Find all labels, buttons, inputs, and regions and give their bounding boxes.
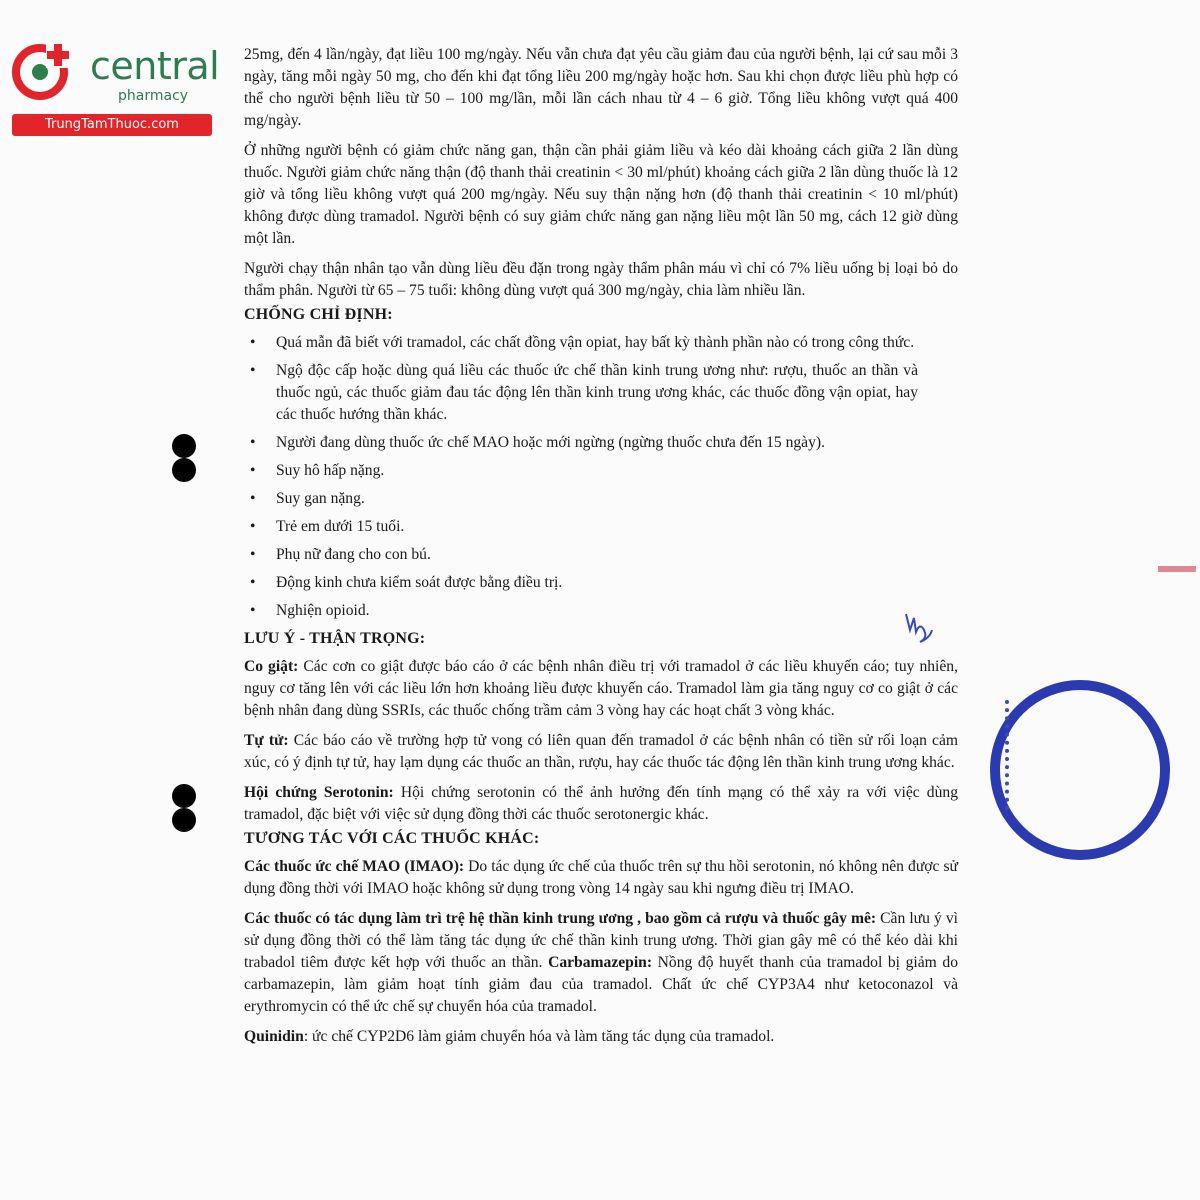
red-ink-mark	[1158, 566, 1196, 572]
list-item: • Trẻ em dưới 15 tuổi.	[276, 516, 958, 538]
contraindications-list	[244, 332, 958, 622]
interaction-term: Carbamazepin:	[548, 954, 653, 971]
precaution-term: Hội chứng Serotonin:	[244, 784, 394, 801]
interaction-cns-carbamazepin	[244, 908, 958, 1018]
precautions-heading: LƯU Ý - THẬN TRỌNG:	[244, 630, 426, 647]
punch-hole-dot	[172, 434, 196, 458]
document-body	[244, 44, 958, 1056]
precaution-serotonin	[244, 782, 958, 826]
list-item: • Suy hô hấp nặng.	[276, 460, 958, 482]
precaution-text: Các cơn co giật được báo cáo ở các bệnh nhân điều trị với tramadol ở các liều khuyến cáo; tuy nhiên, nguy cơ tăng lên với các liều lớn hơn khoảng liều được khuyến cáo. Tramadol làm gia tăng nguy cơ co giật ở các bệnh nhân đang dùng SSRIs, các thuốc chống trầm cảm 3 vòng hay các hoạt chất 3 vòng khác.	[244, 658, 958, 719]
interaction-quinidin	[244, 1026, 958, 1048]
interaction-imao	[244, 856, 958, 900]
punch-hole-top	[172, 434, 198, 482]
list-item: • Động kinh chưa kiểm soát được bằng điều trị.	[276, 572, 958, 594]
precaution-seizures	[244, 656, 958, 722]
interaction-text: : ức chế CYP2D6 làm giảm chuyển hóa và làm tăng tác dụng của tramadol.	[303, 1028, 775, 1045]
interaction-text: Cần lưu ý vì sử dụng đồng thời có thể làm tăng tác dụng ức chế thần kinh trung ương. Thời gian gây mê có thể kéo dài khi trabadol tiêm được kết hợp với thuốc an thần.	[244, 910, 958, 971]
list-item: • Quá mẫn đã biết với tramadol, các chất đồng vận opiat, hay bất kỳ thành phần nào có trong công thức.	[276, 332, 958, 354]
punch-hole-bottom	[172, 784, 198, 832]
official-stamp-text-ring	[1005, 700, 1049, 810]
dosage-paragraph-1: 25mg, đến 4 lần/ngày, đạt liều 100 mg/ngày. Nếu vẫn chưa đạt yêu cầu giảm đau của người bệnh, lại cứ sau mỗi 3 ngày, tăng mỗi ngày 50 mg, cho đến khi đạt tổng liều 200 mg/ngày hoặc hơn. Sau khi chọn được liều phù hợp có thể cho người bệnh liều từ 50 – 100 mg/lần, mỗi lần cách nhau từ 4 – 6 giờ. Tổng liều không vượt quá 400 mg/ngày.	[244, 46, 958, 129]
interaction-term: Quinidin	[244, 1028, 304, 1045]
interactions-heading: TƯƠNG TÁC VỚI CÁC THUỐC KHÁC:	[244, 830, 540, 847]
pharmacy-logo-icon	[10, 38, 76, 104]
logo-name: central	[90, 44, 220, 88]
list-item: • Phụ nữ đang cho con bú.	[276, 544, 958, 566]
contraindications-heading: CHỐNG CHỈ ĐỊNH:	[244, 306, 393, 323]
list-item: • Ngộ độc cấp hoặc dùng quá liều các thuốc ức chế thần kinh trung ương như: rượu, thuốc an thần và thuốc ngủ, các thuốc giảm đau tác động lên thần kinh trung ương khác, các thuốc đồng vận opiat, hay các thuốc hướng thần khác.	[276, 360, 958, 426]
punch-hole-dot	[172, 808, 196, 832]
pharmacy-logo[interactable]	[10, 36, 220, 146]
precaution-text: Hội chứng serotonin có thể ảnh hưởng đến tính mạng có thể xảy ra với việc dùng tramadol, đặc biệt với việc sử dụng đồng thời các thuốc serotonergic khác.	[244, 784, 958, 823]
precaution-term: Co giật:	[244, 658, 299, 675]
logo-url[interactable]: TrungTamThuoc.com	[12, 114, 212, 136]
precaution-suicide	[244, 730, 958, 774]
dosage-paragraph-3: Người chạy thận nhân tạo vẫn dùng liều đều đặn trong ngày thẩm phân máu vì chỉ có 7% liều uống bị loại bỏ do thẩm phân. Người từ 65 – 75 tuổi: không dùng vượt quá 300 mg/ngày, chia làm nhiều lần.	[244, 260, 958, 299]
punch-hole-dot	[172, 458, 196, 482]
punch-hole-dot	[172, 784, 196, 808]
list-item: • Người đang dùng thuốc ức chế MAO hoặc mới ngừng (ngừng thuốc chưa đến 15 ngày).	[276, 432, 958, 454]
dosage-paragraph-2: Ở những người bệnh có giảm chức năng gan, thận cần phải giảm liều và kéo dài khoảng cách giữa 2 lần dùng thuốc. Người giảm chức năng thận (độ thanh thải creatinin < 30 ml/phút) khoảng cách giữa 2 lần dùng thuốc là 12 giờ và tổng liều không vượt quá 200 mg/ngày. Nếu suy thận nặng hơn (độ thanh thải creatinin < 10 ml/phút) không được dùng tramadol. Người bệnh có suy giảm chức năng gan nặng liều một lần 50 mg, cách 12 giờ dùng một lần.	[244, 142, 958, 247]
interaction-text: Nồng độ huyết thanh của tramadol bị giảm do carbamazepin, làm giảm hoạt tính giảm đau của tramadol. Chất ức chế CYP3A4 như ketoconazol và erythromycin có thể ức chế sự chuyển hóa của tramadol.	[244, 954, 958, 1015]
precaution-term: Tự tử:	[244, 732, 289, 749]
interaction-text: Do tác dụng ức chế của thuốc trên sự thu hồi serotonin, nó không nên được sử dụng đồng thời với IMAO hoặc không sử dụng trong vòng 14 ngày sau khi ngưng điều trị IMAO.	[244, 858, 958, 897]
precaution-text: Các báo cáo về trường hợp tử vong có liên quan đến tramadol ở các bệnh nhân có tiền sử rối loạn cảm xúc, có ý định tự tử, hay lạm dụng các thuốc an thần, rượu, hay các thuốc tác động lên thần kinh trung ương khác.	[244, 732, 959, 771]
logo-subtitle: pharmacy	[118, 88, 189, 104]
list-item: • Nghiện opioid.	[276, 600, 958, 622]
interaction-term: Các thuốc ức chế MAO (IMAO):	[244, 858, 465, 875]
list-item: • Suy gan nặng.	[276, 488, 958, 510]
interaction-term: Các thuốc có tác dụng làm trì trệ hệ thần kinh trung ương , bao gồm cả rượu và thuốc gây mê:	[244, 910, 877, 927]
